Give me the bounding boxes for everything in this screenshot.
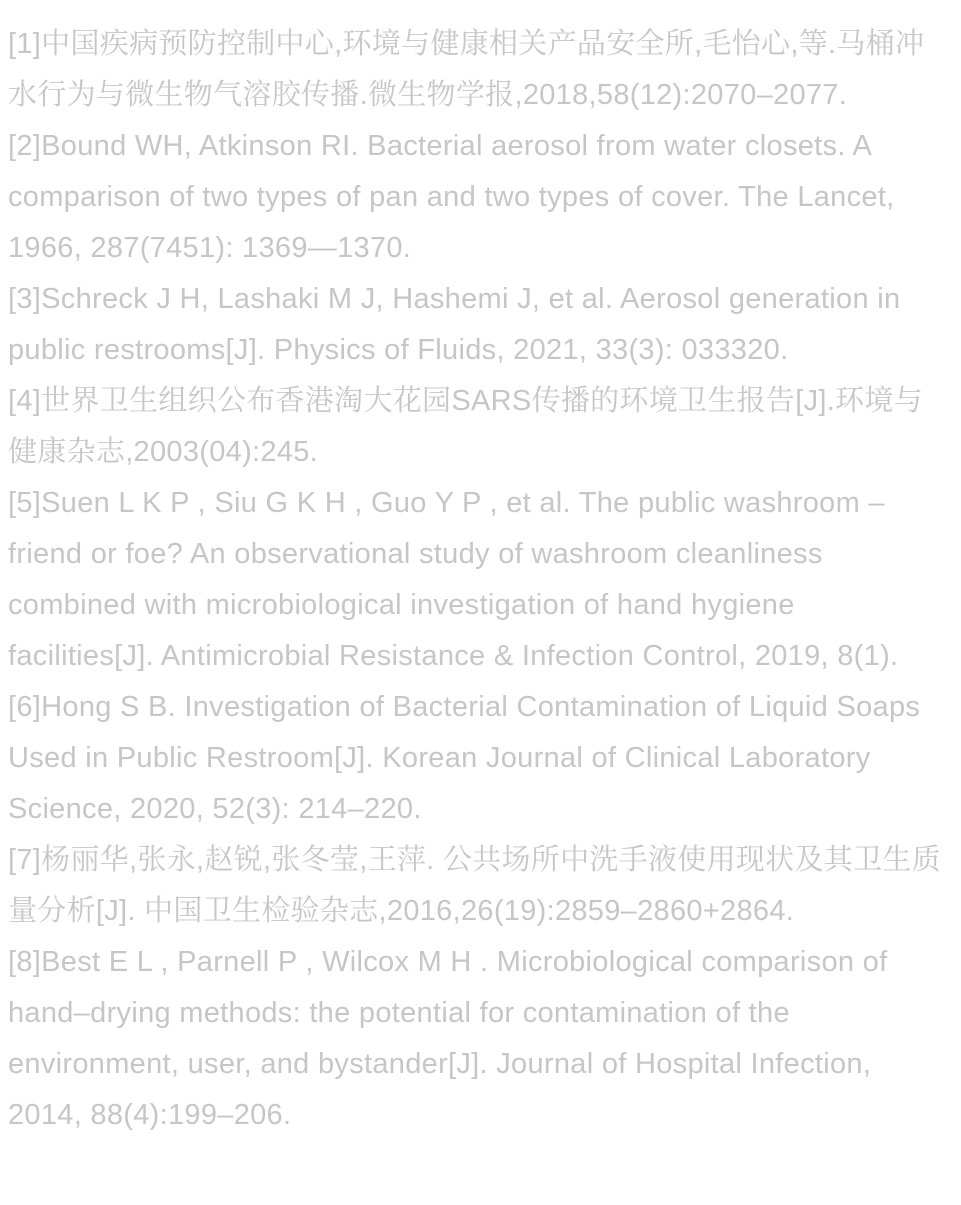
reference-entry-7: [7]杨丽华,张永,赵锐,张冬莹,王萍. 公共场所中洗手液使用现状及其卫生质量分析[J]. 中国卫生检验杂志,2016,26(19):2859–2860+2864. (8, 844, 941, 927)
reference-entry-3: [3]Schreck J H, Lashaki M J, Hashemi J, et al. Aerosol generation in public restrooms[J]. Physics of Fluids, 2021, 33(3): 033320. (8, 283, 901, 366)
reference-entry-5: [5]Suen L K P , Siu G K H , Guo Y P , et al. The public washroom – friend or foe? An observational study of washroom cleanliness combined with microbiological investigation of hand hygiene facilities[J]. Antimicrobial Resistance & Infection Control, 2019, 8(1). (8, 487, 899, 672)
reference-entry-2: [2]Bound WH, Atkinson RI. Bacterial aerosol from water closets. A comparison of two types of pan and two types of cover. The Lancet, 1966, 287(7451): 1369—1370. (8, 130, 895, 264)
reference-entry-8: [8]Best E L , Parnell P , Wilcox M H . Microbiological comparison of hand–drying methods: the potential for contamination of the environment, user, and bystander[J]. Journal of Hospital Infection, 2014, 88(4):199–206. (8, 946, 888, 1131)
reference-entry-1: [1]中国疾病预防控制中心,环境与健康相关产品安全所,毛怡心,等.马桶冲水行为与微生物气溶胶传播.微生物学报,2018,58(12):2070–2077. (8, 28, 925, 111)
reference-entry-4: [4]世界卫生组织公布香港淘大花园SARS传播的环境卫生报告[J].环境与健康杂志,2003(04):245. (8, 385, 923, 468)
reference-list (8, 19, 947, 1141)
reference-entry-6: [6]Hong S B. Investigation of Bacterial Contamination of Liquid Soaps Used in Public Restroom[J]. Korean Journal of Clinical Laboratory Science, 2020, 52(3): 214–220. (8, 691, 921, 825)
